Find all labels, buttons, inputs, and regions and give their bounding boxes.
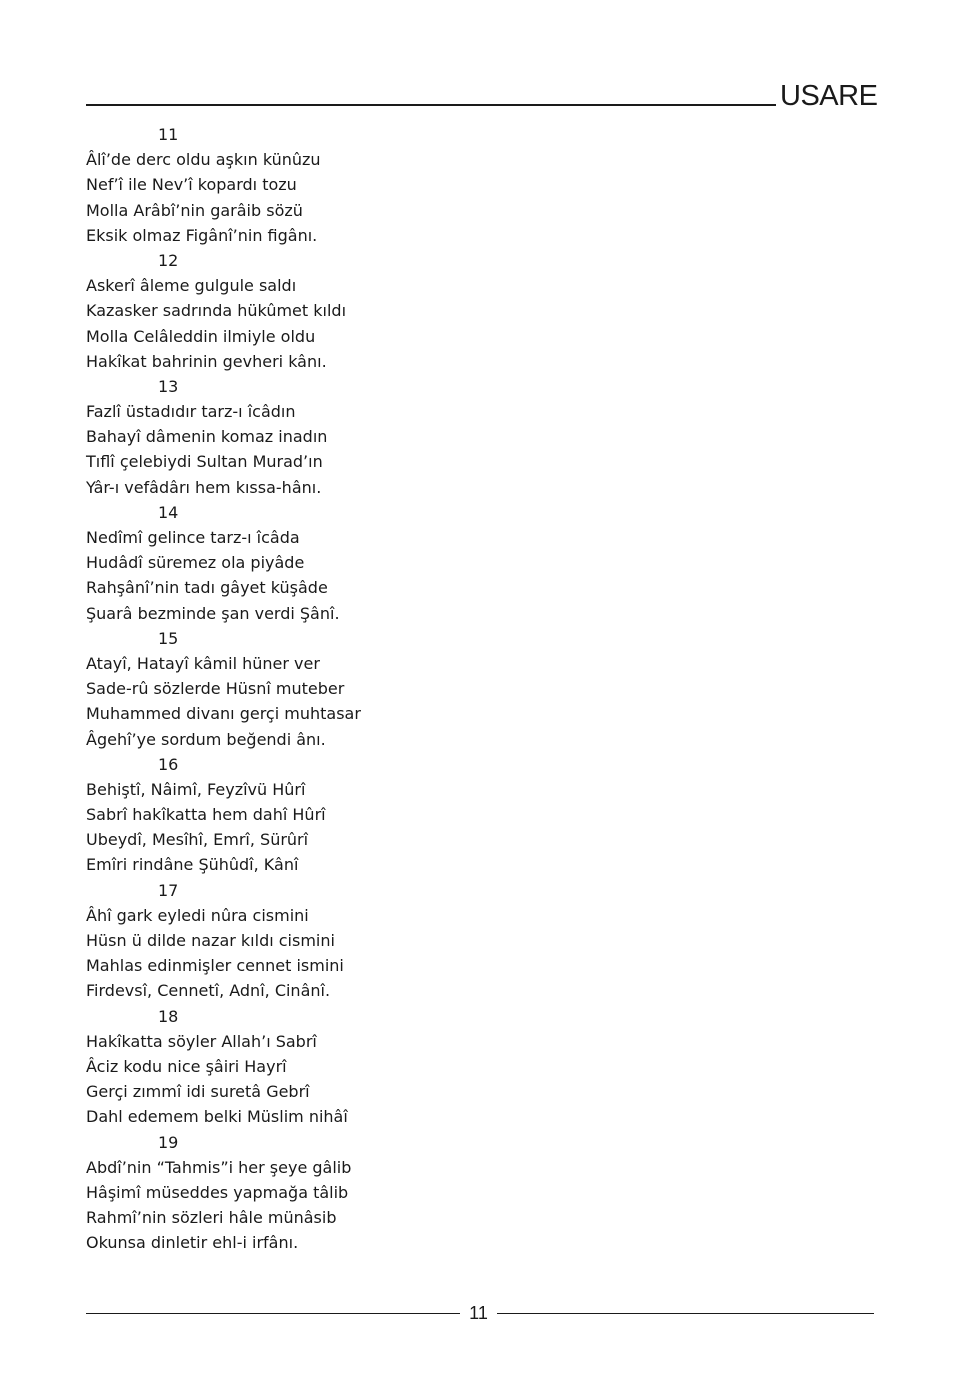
verse-line: Kazasker sadrında hükûmet kıldı xyxy=(86,301,347,321)
verse-line: Emîri rindâne Şühûdî, Kânî xyxy=(86,855,299,875)
verse-line: Ubeydî, Mesîhî, Emrî, Sürûrî xyxy=(86,830,309,850)
stanza xyxy=(86,500,686,626)
verse-line: Gerçi zımmî idi suretâ Gebrî xyxy=(86,1082,310,1102)
verse-line: Eksik olmaz Figânî’nin figânı. xyxy=(86,225,318,245)
verse-line: Dahl edemem belki Müslim nihâî xyxy=(86,1107,348,1127)
poem-body xyxy=(86,122,686,1255)
stanza-number: 12 xyxy=(158,250,179,270)
verse-line: Behiştî, Nâimî, Feyzîvü Hûrî xyxy=(86,779,306,799)
stanza-number: 14 xyxy=(158,502,179,522)
stanza xyxy=(86,374,686,500)
verse-line: Âgehî’ye sordum beğendi ânı. xyxy=(86,729,326,749)
stanza xyxy=(86,626,686,752)
stanza-number: 18 xyxy=(158,1006,179,1026)
verse-line: Hâşimî müseddes yapmağa tâlib xyxy=(86,1182,349,1202)
verse-line: Rahşânî’nin tadı gâyet küşâde xyxy=(86,578,328,598)
verse-line: Abdî’nin “Tahmis”i her şeye gâlib xyxy=(86,1157,352,1177)
stanza xyxy=(86,1130,686,1256)
verse-line: Hakîkatta söyler Allah’ı Sabrî xyxy=(86,1031,317,1051)
stanza-number: 13 xyxy=(158,376,179,396)
verse-line: Şuarâ bezminde şan verdi Şânî. xyxy=(86,603,340,623)
stanza xyxy=(86,248,686,374)
verse-line: Sabrî hakîkatta hem dahî Hûrî xyxy=(86,805,326,825)
verse-line: Askerî âleme gulgule saldı xyxy=(86,276,297,296)
verse-line: Firdevsî, Cennetî, Adnî, Cinânî. xyxy=(86,981,331,1001)
verse-line: Okunsa dinletir ehl-i irfânı. xyxy=(86,1233,299,1253)
verse-line: Muhammed divanı gerçi muhtasar xyxy=(86,704,361,724)
page-number: 11 xyxy=(469,1303,488,1323)
verse-line: Rahmî’nin sözleri hâle münâsib xyxy=(86,1208,337,1228)
verse-line: Nedîmî gelince tarz-ı îcâda xyxy=(86,528,300,547)
footer-rule-left xyxy=(86,1313,460,1314)
verse-line: Âlî’de derc oldu aşkın künûzu xyxy=(86,150,321,170)
verse-line: Mahlas edinmişler cennet ismini xyxy=(86,956,344,976)
stanza xyxy=(86,122,686,248)
stanza xyxy=(86,752,686,878)
verse-line: Bahayî dâmenin komaz inadın xyxy=(86,427,328,447)
verse-line: Âciz kodu nice şâiri Hayrî xyxy=(86,1056,287,1076)
verse-line: Yâr-ı vefâdârı hem kıssa-hânı. xyxy=(86,477,322,497)
verse-line: Hudâdî süremez ola piyâde xyxy=(86,553,305,573)
verse-line: Sade-rû sözlerde Hüsnî muteber xyxy=(86,679,345,699)
stanza-number: 19 xyxy=(158,1132,179,1152)
stanza-number: 11 xyxy=(158,125,179,144)
header-rule xyxy=(86,104,776,106)
verse-line: Molla Celâleddin ilmiyle oldu xyxy=(86,326,316,346)
verse-line: Fazlî üstadıdır tarz-ı îcâdın xyxy=(86,402,296,422)
verse-line: Nef’î ile Nev’î kopardı tozu xyxy=(86,175,297,195)
stanza-number: 15 xyxy=(158,628,179,648)
running-header-title: USARE xyxy=(780,80,878,112)
stanza xyxy=(86,1004,686,1130)
footer-rule-right xyxy=(497,1313,874,1314)
verse-line: Atayî, Hatayî kâmil hüner ver xyxy=(86,653,320,673)
stanza-number: 17 xyxy=(158,880,179,900)
stanza xyxy=(86,878,686,1004)
verse-line: Molla Arâbî’nin garâib sözü xyxy=(86,200,303,220)
stanza-number: 16 xyxy=(158,754,179,774)
verse-line: Âhî gark eyledi nûra cismini xyxy=(86,905,309,925)
verse-line: Tıflî çelebiydi Sultan Murad’ın xyxy=(86,452,323,472)
verse-line: Hüsn ü dilde nazar kıldı cismini xyxy=(86,931,335,950)
verse-line: Hakîkat bahrinin gevheri kânı. xyxy=(86,351,327,371)
